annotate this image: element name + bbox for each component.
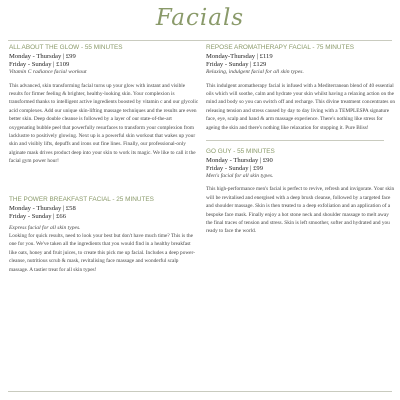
section-title: ALL ABOUT THE GLOW - 55 MINUTES bbox=[9, 44, 123, 51]
weekday-price: Monday-Thursday | £119 bbox=[206, 53, 273, 60]
weekend-price: Friday - Sunday | £99 bbox=[206, 164, 263, 172]
section-description: This high-performance men's facial is perfect to revive, refresh and invigorate. Your skin will be revitalised and energised with a deep brush cleanse, followed by a targeted face and shoulder massage. Skin is then treated to a deep exfoliation and an application of a bespoke face mask. Finally enjoy a hot stone neck and shoulder massage to melt away the final traces of tension and stress. Skin is left smoother, softer and hydrated and you ready to face the world. bbox=[206, 186, 395, 235]
glow-facial-section bbox=[9, 44, 199, 166]
weekend-price: Friday - Sunday | £129 bbox=[206, 61, 267, 68]
section-tagline: Express facial for all skin types. bbox=[9, 224, 81, 231]
weekday-price: Monday - Thursday | £58 bbox=[9, 204, 76, 212]
right-column bbox=[206, 44, 396, 244]
section-divider bbox=[206, 140, 384, 141]
weekend-price: Friday - Sunday | £109 bbox=[9, 61, 70, 68]
page-title: Facials bbox=[155, 5, 245, 31]
section-tagline: Men's facial for all skin types. bbox=[206, 172, 274, 179]
bottom-divider bbox=[8, 391, 392, 392]
repose-facial-section bbox=[206, 44, 396, 132]
weekend-price: Friday - Sunday | £66 bbox=[9, 212, 66, 220]
section-tagline: Relaxing, indulgent facial for all skin types. bbox=[206, 69, 304, 75]
section-description: Looking for quick results, need to look your best but don't have much time? This is the one for you. We've taken all the ingredients that you would find in a healthy breakfast like oats, honey and fruit juices, to create this pick me up facial. Includes a deep power-cleanse, nutritious scrub & mask, revitalising face massage and wonderful scalp massage. A tastier treat for all skin types! bbox=[9, 233, 195, 273]
section-description: This advanced, skin transforming facial turns up your glow with instant and visible results for firmer feeling & brighter, healthy-looking skin. Your complexion is transformed thanks to intelligent active ingredients boosted by vitamin c and our glycolic acid complexes. Add our unique skin-lifting massage techniques and the results are even better skin. Deep double cleanse is followed by a layer of our state-of-the-art oxygenating bubble peel that powerfully resurfaces to transform your complexion from lacklustre to positively glowing. Next up is a powerful skin workout that wakes up your skin and visibly lifts, depuffs and irons out fine lines. Finally, our professional-only alginate mask drives product deep into your skin to work its magic. We like to call it the facial gym power hour! bbox=[9, 82, 199, 165]
breakfast-facial-section bbox=[9, 196, 199, 275]
section-title: GO GUY - 55 MINUTES bbox=[206, 147, 275, 155]
section-title: REPOSE AROMATHERAPY FACIAL - 75 MINUTES bbox=[206, 44, 354, 51]
weekday-price: Monday - Thursday | £90 bbox=[206, 156, 273, 164]
go-guy-section bbox=[206, 148, 396, 236]
section-description: This indulgent aromatherapy facial is infused with a Mediterranean blend of 40 essential oils which will soothe, calm and hydrate your skin whilst having a relaxing action on the mind and body so you can switch off and recharge. This divine treatment concentrates on releasing tension and stress caused by day to day living with a TEMPLESPA signature face, eye, scalp and hand & arm massage experience. There's nothing like stress for ageing the skin and there's nothing like relaxation for stopping it. Pure Bliss! bbox=[206, 82, 396, 131]
left-column bbox=[9, 44, 199, 282]
section-title: THE POWER BREAKFAST FACIAL - 25 MINUTES bbox=[9, 195, 154, 203]
section-tagline: Vitamin C radiance facial workout bbox=[9, 69, 87, 75]
top-divider bbox=[8, 40, 392, 41]
weekday-price: Monday - Thursday | £99 bbox=[9, 53, 76, 60]
